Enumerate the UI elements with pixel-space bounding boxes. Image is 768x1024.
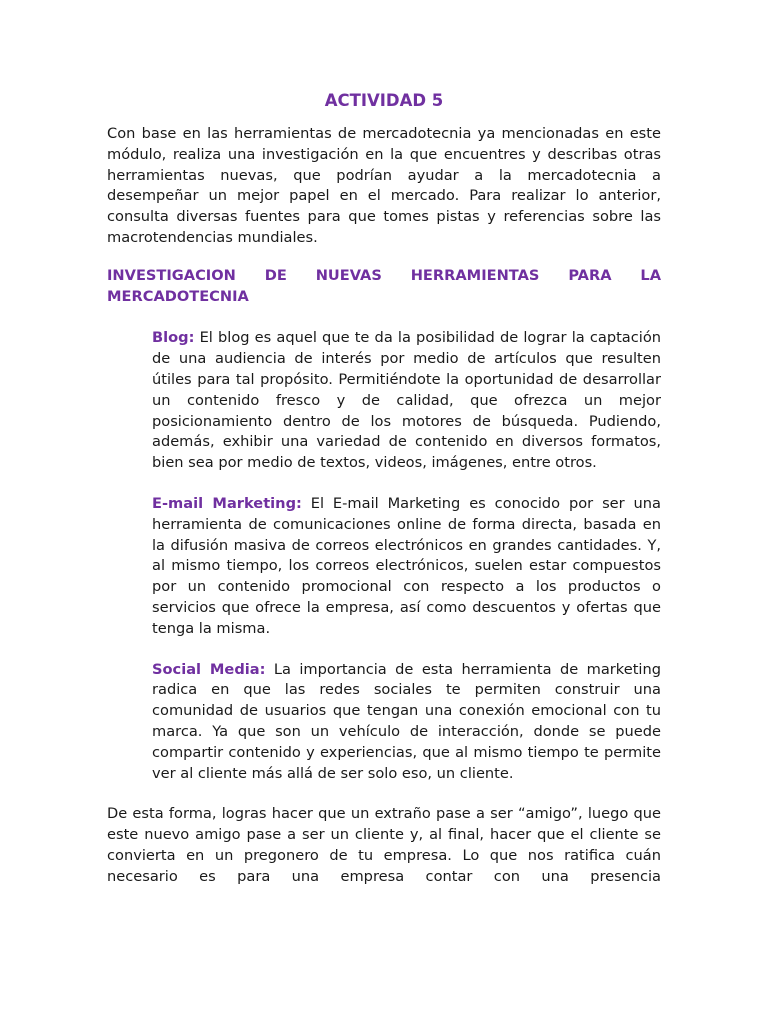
item-text: La importancia de esta herramienta de marketing radica en que las redes sociales te permiten construir una comunidad de usuarios que tengan una conexión emocional con tu marca. Ya que son un vehículo de interacción, donde se puede compartir contenido y experiencias, que al mismo tiempo te permite ver al cliente más allá de ser solo eso, un cliente. <box>152 660 661 782</box>
item-text: El blog es aquel que te da la posibilidad de lograr la captación de una audiencia de interés por medio de artículos que resulten útiles para tal propósito. Permitiéndote la oportunidad de desarrollar un contenido fresco y de calidad, que ofrezca un mejor posicionamiento dentro de los motores de búsqueda. Pudiendo, además, exhibir una variedad de contenido en diversos formatos, bien sea por medio de textos, videos, imágenes, entre otros. <box>152 329 661 472</box>
item-term: E-mail Marketing: <box>152 494 302 512</box>
item-email-marketing <box>152 494 661 640</box>
section-heading <box>107 266 661 308</box>
document-page <box>107 88 661 888</box>
closing-paragraph: De esta forma, logras hacer que un extraño pase a ser “amigo”, luego que este nuevo amigo pase a ser un cliente y, al final, hacer que el cliente se convierta en un pregonero de tu empresa. Lo que nos ratifica cuán necesario es para una empresa contar con una presencia <box>107 805 661 885</box>
page-title: ACTIVIDAD 5 <box>324 91 444 110</box>
intro-paragraph: Con base en las herramientas de mercadotecnia ya mencionadas en este módulo, realiza una investigación en la que encuentres y describas otras herramientas nuevas, que podrían ayudar a la mercadotecnia a desempeñar un mejor papel en el mercado. Para realizar lo anterior, consulta diversas fuentes para que tomes pistas y referencias sobre las macrotendencias mundiales. <box>107 125 661 246</box>
item-term: Blog: <box>152 329 195 347</box>
item-blog <box>152 328 661 474</box>
item-text: El E-mail Marketing es conocido por ser una herramienta de comunicaciones online de forma directa, basada en la difusión masiva de correos electrónicos en grandes cantidades. Y, al mismo tiempo, los correos electrónicos, suelen estar compuestos por un contenido promocional con respecto a los productos o servicios que ofrece la empresa, así como descuentos y ofertas que tenga la misma. <box>152 494 661 637</box>
item-social-media <box>152 660 661 785</box>
section-heading-line1: INVESTIGACION DE NUEVAS HERRAMIENTAS PARA LA <box>107 266 661 284</box>
section-heading-line2: MERCADOTECNIA <box>107 287 249 305</box>
item-term: Social Media: <box>152 660 266 678</box>
